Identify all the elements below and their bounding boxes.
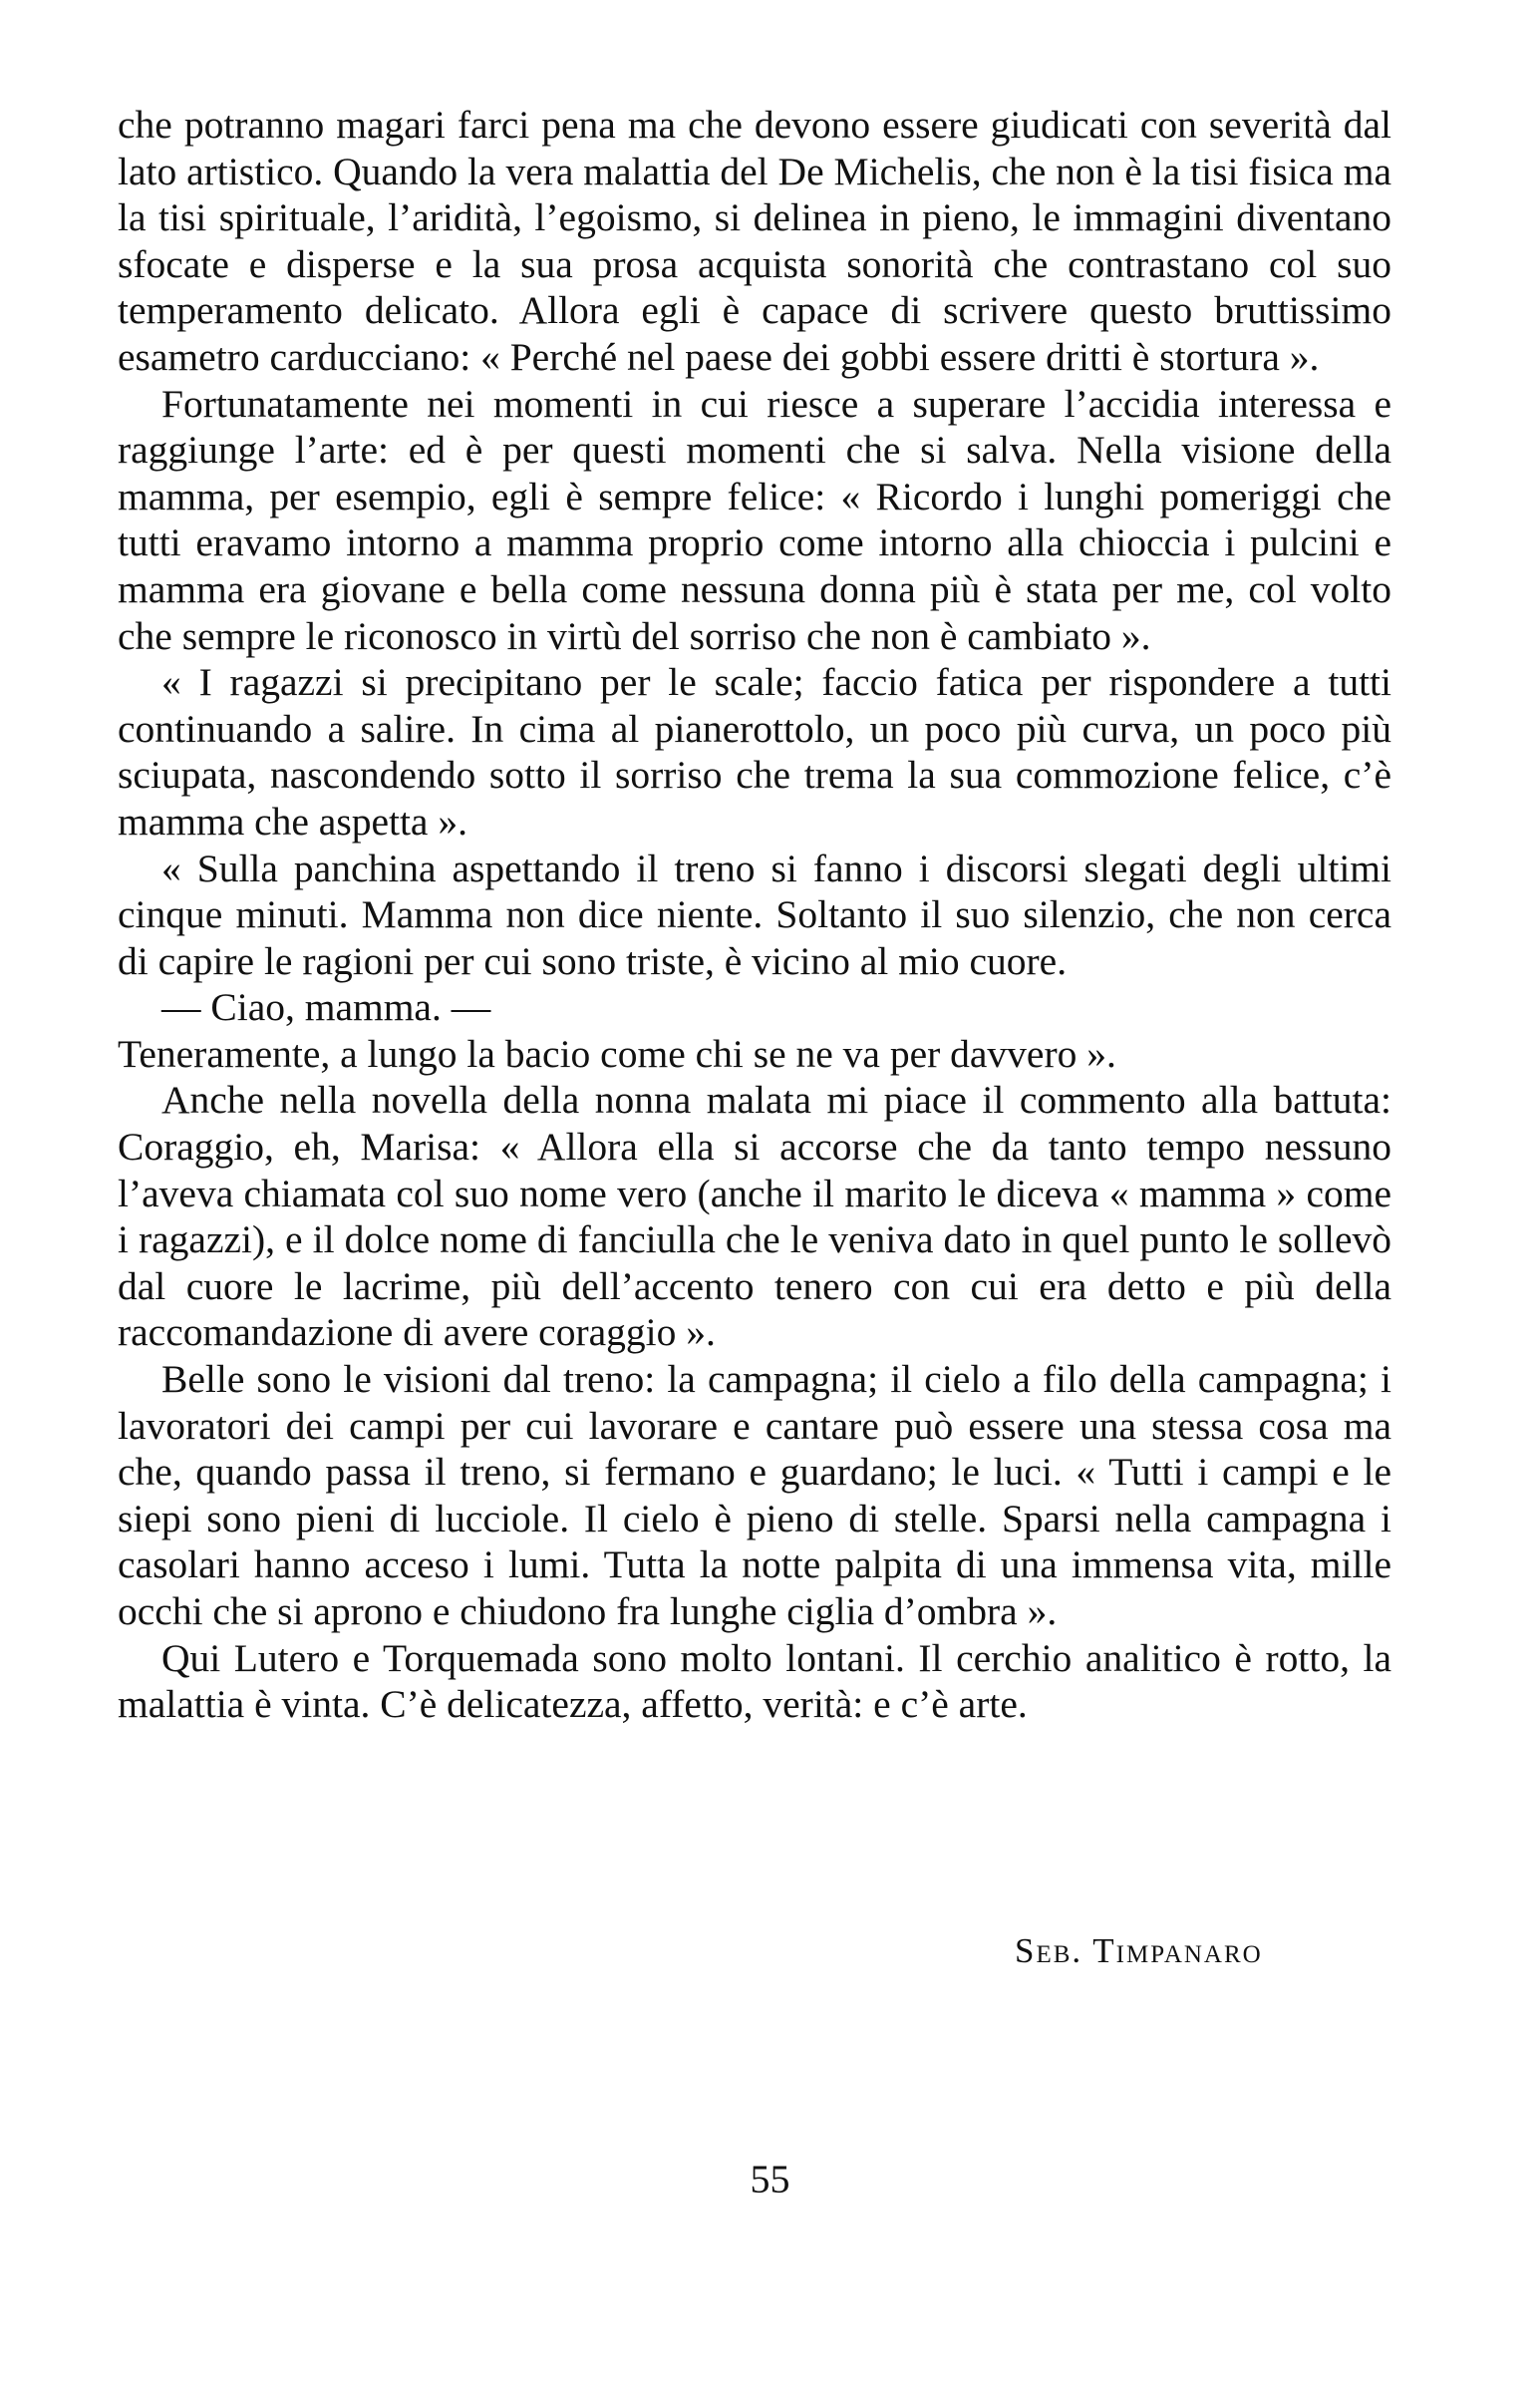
text-column [118,102,1391,1728]
paragraph-4: « Sulla panchina aspettando il treno si fanno i discorsi slegati degli ultimi cinque minuti. Mamma non dice niente. Soltanto il suo silenzio, che non cerca di capire le ragioni per cui sono triste, è vicino al mio cuore. [118,846,1391,983]
paragraph-2: Fortunatamente nei momenti in cui riesce a superare l’accidia interessa e raggiunge l’arte: ed è per questi momenti che si salva. Nella visione della mamma, per esempio, egli è sempre felice: « Ricordo i lunghi pomeriggi che tutti eravamo intorno a mamma proprio come intorno alla chioccia i pulcini e mamma era giovane e bella come nessuna donna più è stata per me, col volto che sempre le riconosco in virtù del sorriso che non è cambiato ». [118,381,1391,658]
paragraph-9: Qui Lutero e Torquemada sono molto lontani. Il cerchio analitico è rotto, la malattia è vinta. C’è delicatezza, affetto, verità: e c’è arte. [118,1635,1391,1727]
paragraph-5: — Ciao, mamma. — [161,985,491,1030]
paragraph-7: Anche nella novella della nonna malata mi piace il commento alla battuta: Coraggio, eh, Marisa: « Allora ella si accorse che da tanto tempo nessuno l’aveva chiamata col suo nome vero (anche il marito le diceva « mamma » come i ragazzi), e il dolce nome di fanciulla che le veniva dato in quel punto le sollevò dal cuore le lacrime, più dell’accento tenero con cui era detto e più della raccomandazione di avere coraggio ». [118,1078,1391,1355]
page-number: 55 [750,2157,790,2202]
paragraph-1: che potranno magari farci pena ma che devono essere giudicati con severità dal lato artistico. Quando la vera malattia del De Michelis, che non è la tisi fisica ma la tisi spirituale, l’aridità, l’egoismo, si delinea in pieno, le immagini diventano sfocate e disperse e la sua prosa acquista sonorità che contrastano col suo temperamento delicato. Allora egli è capace di scrivere questo bruttissimo esametro carducciano: « Perché nel paese dei gobbi essere dritti è stortura ». [118,103,1391,379]
paragraph-3: « I ragazzi si precipitano per le scale; faccio fatica per rispondere a tutti continuando a salire. In cima al pianerottolo, un poco più curva, un poco più sciupata, nascondendo sotto il sorriso che trema la sua commozione felice, c’è mamma che aspetta ». [118,660,1391,844]
paragraph-8: Belle sono le visioni dal treno: la campagna; il cielo a filo della campagna; i lavoratori dei campi per cui lavorare e cantare può essere una stessa cosa ma che, quando passa il treno, si fermano e guardano; le luci. « Tutti i campi e le siepi sono pieni di lucciole. Il cielo è pieno di stelle. Sparsi nella campagna i casolari hanno acceso i lumi. Tutta la notte palpita di una immensa vita, mille occhi che si aprono e chiudono fra lunghe ciglia d’ombra ». [118,1357,1391,1633]
paragraph-6: Teneramente, a lungo la bacio come chi se ne va per davvero ». [118,1031,1116,1076]
author-signature: Seb. Timpanaro [1015,1931,1263,1970]
